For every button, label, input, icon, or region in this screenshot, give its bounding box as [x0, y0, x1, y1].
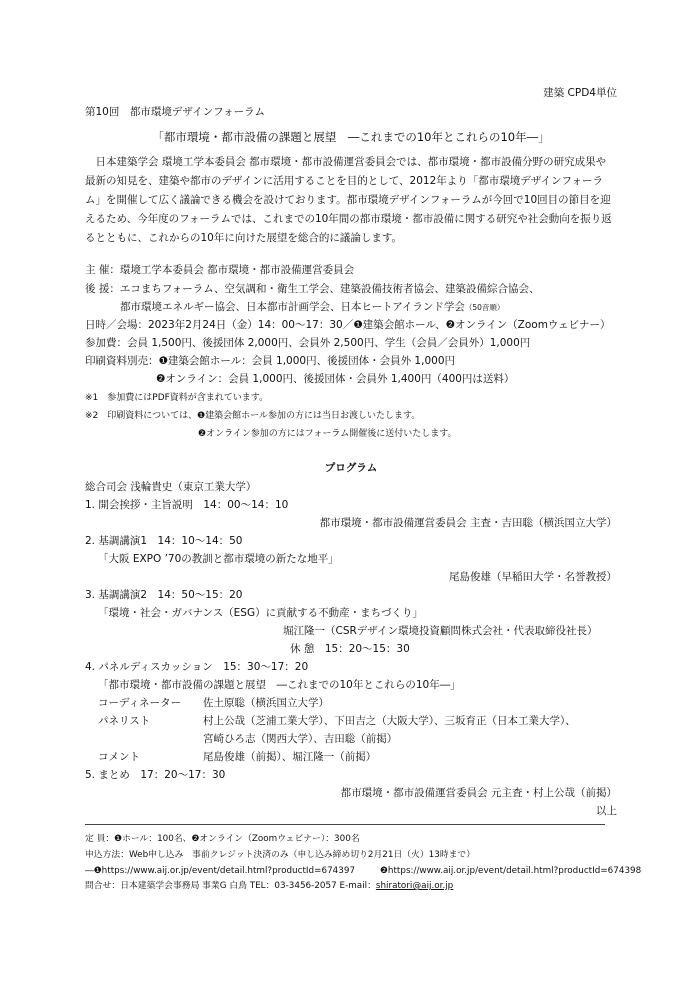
program-item-4: 4. パネルディスカッション 15：30～17：20 [85, 661, 309, 673]
panelists: 宮崎ひろ志（関西大学）、吉田聡（前掲） [203, 733, 398, 745]
panelists: 村上公哉（芝浦工業大学）、下田吉之（大阪大学）、三坂育正（日本工業大学）、 [203, 715, 576, 727]
organizer: 主 催：環境工学本委員会 都市環境・都市設備運営委員会 [85, 264, 355, 276]
note-2-online: ❷オンライン参加の方にはフォーラム開催後に送付いたします。 [198, 429, 457, 439]
forum-title: 「都市環境・都市設備の課題と展望 ―これまでの10年とこれらの10年―」 [152, 130, 550, 144]
intro-line: えるため、今年度のフォーラムでは、これまでの10年間の都市環境・都市設備に関する研究や社会動向を振り返 [85, 213, 612, 225]
apply-method: 申込方法：Web申し込み 事前クレジット決済のみ（申し込み締め切り2月21日（火）13時まで） [85, 850, 476, 860]
intro-line: 最新の知見を、建築や都市のデザインに活用することを目的として、2012年より「都市環境デザインフォーラ [85, 175, 604, 187]
program-talk-title: 「大阪 EXPO ’70の教訓と都市環境の新たな地平」 [98, 553, 339, 565]
program-talk-title: 「都市環境・都市設備の課題と展望 ―これまでの10年とこれらの10年―」 [98, 679, 461, 691]
mc: 総合司会 浅輪貴史（東京工業大学） [85, 481, 257, 493]
contact-text: 問合せ：日本建築学会事務局 事業G 白鳥 TEL：03-3456-2057 E-mail： [85, 881, 376, 891]
print-material: 印刷資料別売：❶建築会館ホール：会員 1,000円、後援団体・会員外 1,000円 [85, 355, 455, 367]
panelist-label: パネリスト [98, 715, 151, 727]
coordinator: 佐土原聡（横浜国立大学） [203, 697, 329, 709]
contact-email-link[interactable]: shiratori@aij.or.jp [375, 881, 454, 891]
commentators: 尾島俊雄（前掲）、堀江隆一（前掲） [203, 751, 377, 763]
intro-line: ム」を開催して広く議論できる機会を設けております。都市環境デザインフォーラムが今回で10回目の節目を迎 [85, 194, 611, 206]
program-heading: プログラム [324, 462, 378, 474]
note-1: ※1 参加費にはPDF資料が含まれています。 [85, 393, 269, 403]
support-orgs: 都市環境エネルギー協会、日本都市計画学会、日本ヒートアイランド学会 [120, 301, 465, 313]
program-item-5: 5. まとめ 17：20～17：30 [85, 769, 226, 781]
break: 休 憩 15：20～15：30 [290, 643, 410, 655]
comment-label: コメント [98, 751, 140, 763]
intro-line: 日本建築学会 環境工学本委員会 都市環境・都市設備運営委員会では、都市環境・都市設備分野の研究成果や [85, 156, 607, 168]
program-speaker: 都市環境・都市設備運営委員会 元主査・村上公哉（前掲） [340, 787, 617, 799]
session-label: 第10回 都市環境デザインフォーラム [85, 106, 265, 118]
program-talk-title: 「環境・社会・ガバナンス（ESG）に貢献する不動産・まちづくり」 [98, 607, 423, 619]
program-speaker: 都市環境・都市設備運営委員会 主査・吉田聡（横浜国立大学） [319, 517, 617, 529]
capacity: 定 員：❶ホール：100名、❷オンライン（Zoomウェビナー）：300名 [85, 834, 360, 844]
footer-divider [85, 824, 605, 825]
cpd-label: 建築 CPD4単位 [543, 87, 617, 99]
program-speaker: 尾島俊雄（早稲田大学・名誉教授） [449, 571, 617, 583]
fee: 参加費：会員 1,500円、後援団体 2,000円、会員外 2,500円、学生（会員／会員外）1,000円 [85, 337, 531, 349]
datetime-venue: 日時／会場：2023年2月24日（金）14：00～17：30／❶建築会館ホール、❷オンライン（Zoomウェビナー） [85, 319, 611, 331]
coordinator-label: コーディネーター [98, 697, 182, 709]
note-2: ※2 印刷資料については、❶建築会館ホール参加の方には当日お渡しいたします。 [85, 411, 421, 421]
support-note: （50音順） [464, 303, 505, 312]
contact [85, 881, 453, 892]
support-line [120, 301, 504, 314]
intro-line: るとともに、これからの10年に向けた展望を総合的に議論します。 [85, 232, 403, 244]
program-item-2: 2. 基調講演1 14：10～14：50 [85, 535, 243, 547]
apply-link-hall[interactable]: ―❶https://www.aij.or.jp/event/detail.html?productId=674397 [85, 866, 356, 876]
program-speaker: 堀江隆一（CSRデザイン環境投資顧問株式会社・代表取締役社長） [283, 625, 598, 637]
support-line: 後 援：エコまちフォーラム、空気調和・衛生工学会、建築設備技術者協会、建築設備綜合協会、 [85, 283, 540, 295]
apply-link-online[interactable]: ❷https://www.aij.or.jp/event/detail.html?productId=674398 [380, 866, 642, 876]
end-mark: 以上 [596, 805, 617, 817]
program-item-1: 1. 開会挨拶・主旨説明 14：00～14：10 [85, 499, 289, 511]
program-item-3: 3. 基調講演2 14：50～15：20 [85, 589, 243, 601]
print-material-online: ❷オンライン：会員 1,000円、後援団体・会員外 1,400円（400円は送料） [156, 373, 515, 385]
